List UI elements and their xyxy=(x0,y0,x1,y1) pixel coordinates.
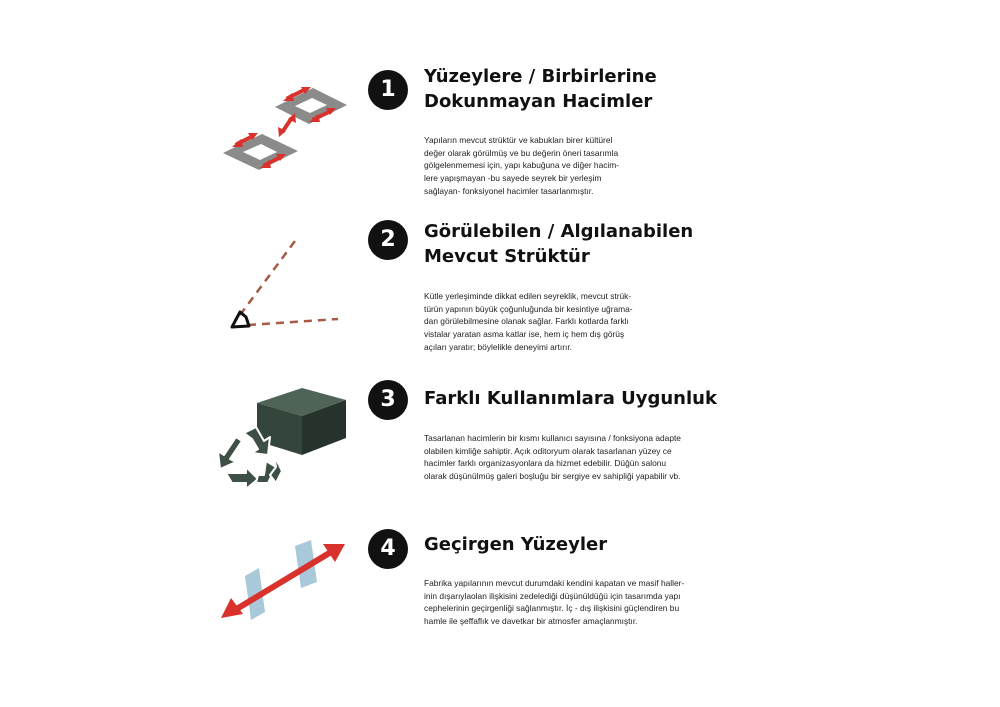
section-number-badge: 1 xyxy=(368,70,408,110)
body-line: hacimler farklı organizasyonlara da hizmet edebilir. Düğün salonu xyxy=(424,458,667,469)
section-title-line: Görülebilen / Algılanabilen xyxy=(424,221,694,242)
recycle-box-icon xyxy=(212,383,352,498)
section-body xyxy=(424,432,681,483)
body-line: inin dışarıylaolan ilişkisini zedelediği düşünüldüğü için tasarımda yapı xyxy=(424,590,681,601)
body-line: vistalar yaratan asma katlar ise, hem iç hem dış görüş xyxy=(424,329,625,340)
section-title xyxy=(424,532,607,557)
section-title-line: Yüzeylere / Birbirlerine xyxy=(424,66,657,87)
separated-volumes-icon xyxy=(215,85,355,180)
body-line: dan görülebilmesine olanak sağlar. Farklı kotlarda farklı xyxy=(424,316,629,327)
body-line: lere yapışmayan -bu sayede seyrek bir yerleşim xyxy=(424,173,602,184)
body-line: Fabrika yapılarının mevcut durumdaki kendini kapatan ve masif haller- xyxy=(424,578,685,588)
section-body xyxy=(424,134,619,198)
body-line: gölgelenmemesi için, yapı kabuğuna ve diğer hacim- xyxy=(424,160,620,171)
section-title xyxy=(424,219,693,269)
permeable-surfaces-icon xyxy=(215,538,350,623)
body-line: türün yapının büyük çoğunluğunda bir kesintiye uğrama- xyxy=(424,303,633,314)
section-title-line: Dokunmayan Hacimler xyxy=(424,91,653,112)
section-body xyxy=(424,577,684,628)
section-number-badge: 3 xyxy=(368,380,408,420)
body-line: Kütle yerleşiminde dikkat edilen seyreklik, mevcut strük- xyxy=(424,291,632,301)
section-title-line: Farklı Kullanımlara Uygunluk xyxy=(424,388,717,409)
body-line: Yapıların mevcut strüktür ve kabukları birer kültürel xyxy=(424,135,613,145)
section-title xyxy=(424,386,717,411)
body-line: hamle ile şeffaflık ve davetkar bir atmosfer amaçlanmıştır. xyxy=(424,616,638,627)
section-number-badge: 2 xyxy=(368,220,408,260)
section-title-line: Mevcut Strüktür xyxy=(424,246,590,267)
section-title xyxy=(424,64,657,114)
body-line: olabilen kimliğe sahiptir. Açık oditoryum olarak tasarlanan yüzey ce xyxy=(424,445,672,456)
section-body xyxy=(424,290,633,354)
body-line: değer olarak görülmüş ve bu değerin öneri tasarımla xyxy=(424,147,619,158)
section-title-line: Geçirgen Yüzeyler xyxy=(424,534,608,555)
body-line: açıları yaratır; böylelikle deneyimi artırır. xyxy=(424,341,573,352)
view-angle-icon xyxy=(220,235,345,335)
body-line: Tasarlanan hacimlerin bir kısmı kullanıcı sayısına / fonksiyona adapte xyxy=(424,433,681,443)
section-number-badge: 4 xyxy=(368,529,408,569)
body-line: olarak düşünülmüş galeri boşluğu bir sergiye ev sahipliği yapabilir vb. xyxy=(424,471,681,482)
body-line: sağlayan- fonksiyonel hacimler tasarlanmıştır. xyxy=(424,185,594,196)
body-line: cephelerinin geçirgenliği sağlanmıştır. İç - dış ilişkisini güçlendiren bu xyxy=(424,603,680,614)
